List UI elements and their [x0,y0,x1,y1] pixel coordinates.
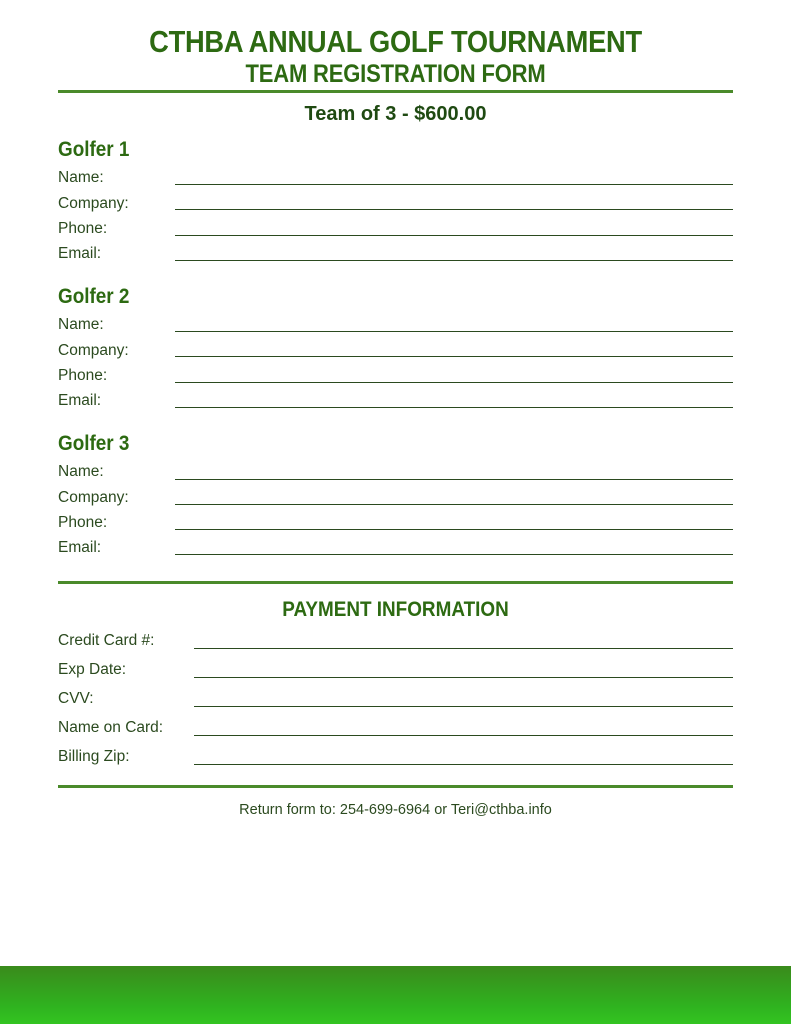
billing-zip-label: Billing Zip: [58,748,130,765]
exp-date-label: Exp Date: [58,661,127,678]
golfer-2-heading: Golfer 2 [58,285,130,308]
golfer-1-email-label: Email: [58,245,102,262]
billing-zip-field[interactable] [194,764,733,765]
golfer-1-name-label: Name: [58,169,104,186]
golfer-3-company-label: Company: [58,489,129,506]
cvv-label: CVV: [58,690,94,707]
golfer-2-phone-label: Phone: [58,367,108,384]
golfer-1-name-field[interactable] [175,184,733,185]
cvv-field[interactable] [194,706,733,707]
payment-bottom-divider [58,785,733,788]
golfer-3-name-label: Name: [58,463,104,480]
header-divider [58,90,733,93]
return-instructions: Return form to: 254-699-6964 or Teri@cthba.info [239,802,552,818]
golfer-2-name-label: Name: [58,316,104,333]
name-on-card-field[interactable] [194,735,733,736]
page-subtitle: TEAM REGISTRATION FORM [245,60,546,88]
golfer-2-email-label: Email: [58,392,102,409]
golfer-1-email-field[interactable] [175,260,733,261]
golfer-3-company-field[interactable] [175,504,733,505]
team-price: Team of 3 - $600.00 [304,103,487,125]
golfer-2-email-field[interactable] [175,407,733,408]
name-on-card-label: Name on Card: [58,719,164,736]
payment-top-divider [58,581,733,584]
golfer-3-phone-label: Phone: [58,514,108,531]
golfer-1-heading: Golfer 1 [58,138,130,161]
golfer-3-name-field[interactable] [175,479,733,480]
golfer-3-email-label: Email: [58,539,102,556]
exp-date-field[interactable] [194,677,733,678]
golfer-2-phone-field[interactable] [175,382,733,383]
golfer-2-company-label: Company: [58,342,129,359]
golfer-3-phone-field[interactable] [175,529,733,530]
golfer-2-name-field[interactable] [175,331,733,332]
golfer-2-company-field[interactable] [175,356,733,357]
golfer-1-company-label: Company: [58,195,129,212]
golfer-1-phone-label: Phone: [58,220,108,237]
golfer-3-email-field[interactable] [175,554,733,555]
payment-heading: PAYMENT INFORMATION [282,598,509,621]
form-header [0,24,791,88]
golfer-1-phone-field[interactable] [175,235,733,236]
golfer-3-heading: Golfer 3 [58,432,130,455]
golfer-1-company-field[interactable] [175,209,733,210]
footer-band [0,966,791,1024]
credit-card-label: Credit Card #: [58,632,155,649]
credit-card-field[interactable] [194,648,733,649]
page-title: CTHBA ANNUAL GOLF TOURNAMENT [149,24,642,59]
